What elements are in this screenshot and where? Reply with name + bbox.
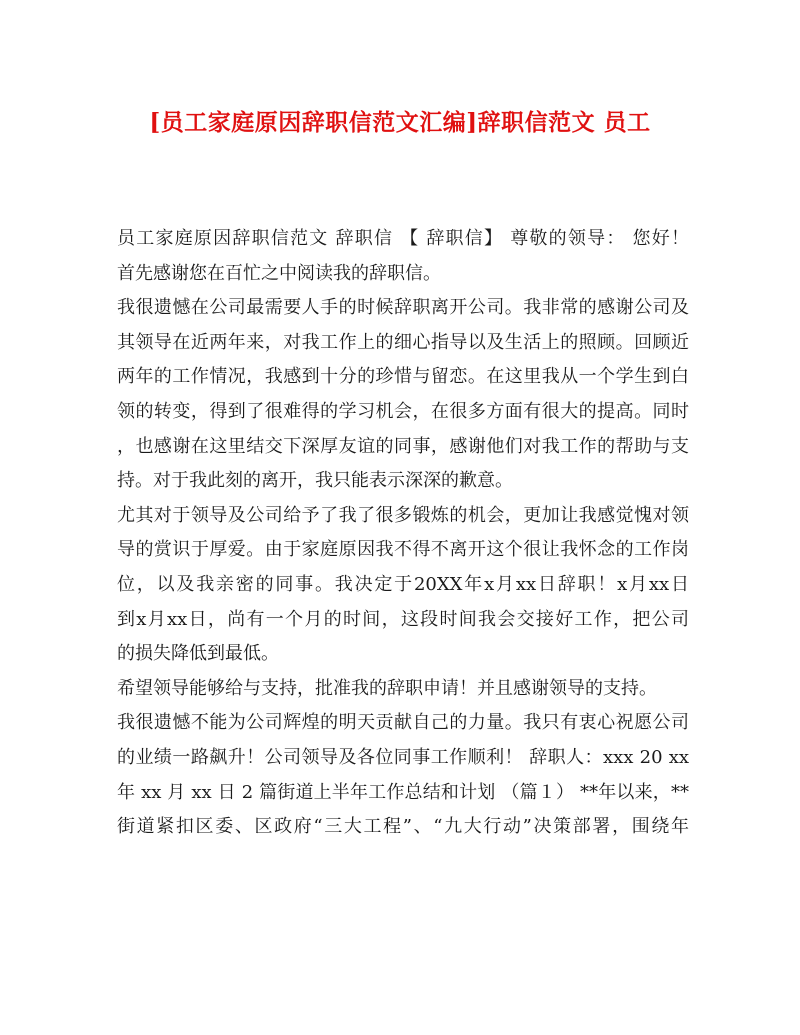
body-line: ，也感谢在这里结交下深厚友谊的同事，感谢他们对我工作的帮助与支 <box>117 435 689 457</box>
body-line: 到x月xx日，尚有一个月的时间，这段时间我会交接好工作，把公司 <box>117 608 689 630</box>
body-line: 首先感谢您在百忙之中阅读我的辞职信。 <box>117 262 441 284</box>
body-line: 希望领导能够给与支持，批准我的辞职申请！并且感谢领导的支持。 <box>117 677 657 699</box>
document-body <box>117 222 689 845</box>
body-line: 的损失降低到最低。 <box>117 643 279 665</box>
body-line: 年 xx 月 xx 日 2 篇街道上半年工作总结和计划 （篇１） **年以来，** <box>117 781 689 803</box>
body-line: 街道紧扣区委、区政府“三大工程”、“九大行动”决策部署，围绕年 <box>117 816 689 838</box>
body-line: 位，以及我亲密的同事。我决定于20XX年x月xx日辞职！x月xx日 <box>117 573 689 595</box>
body-line: 我很遗憾不能为公司辉煌的明天贡献自己的力量。我只有衷心祝愿公司 <box>117 712 689 734</box>
document-title: [员工家庭原因辞职信范文汇编]辞职信范文 员工 <box>149 109 651 136</box>
body-line: 的业绩一路飙升！公司领导及各位同事工作顺利！ 辞职人：xxx 20 xx <box>117 746 689 768</box>
body-line: 领的转变，得到了很难得的学习机会，在很多方面有很大的提高。同时 <box>117 400 689 422</box>
body-line: 持。对于我此刻的离开，我只能表示深深的歉意。 <box>117 470 513 492</box>
body-line: 我很遗憾在公司最需要人手的时候辞职离开公司。我非常的感谢公司及 <box>117 297 689 319</box>
body-line: 导的赏识于厚爱。由于家庭原因我不得不离开这个很让我怀念的工作岗 <box>117 539 689 561</box>
body-line: 尤其对于领导及公司给予了我了很多锻炼的机会，更加让我感觉愧对领 <box>117 504 689 526</box>
body-line: 两年的工作情况，我感到十分的珍惜与留恋。在这里我从一个学生到白 <box>117 366 689 388</box>
body-line: 员工家庭原因辞职信范文 辞职信 【 辞职信】 尊敬的领导： 您好！ <box>117 228 689 249</box>
body-line: 其领导在近两年来，对我工作上的细心指导以及生活上的照顾。回顾近 <box>117 331 689 353</box>
